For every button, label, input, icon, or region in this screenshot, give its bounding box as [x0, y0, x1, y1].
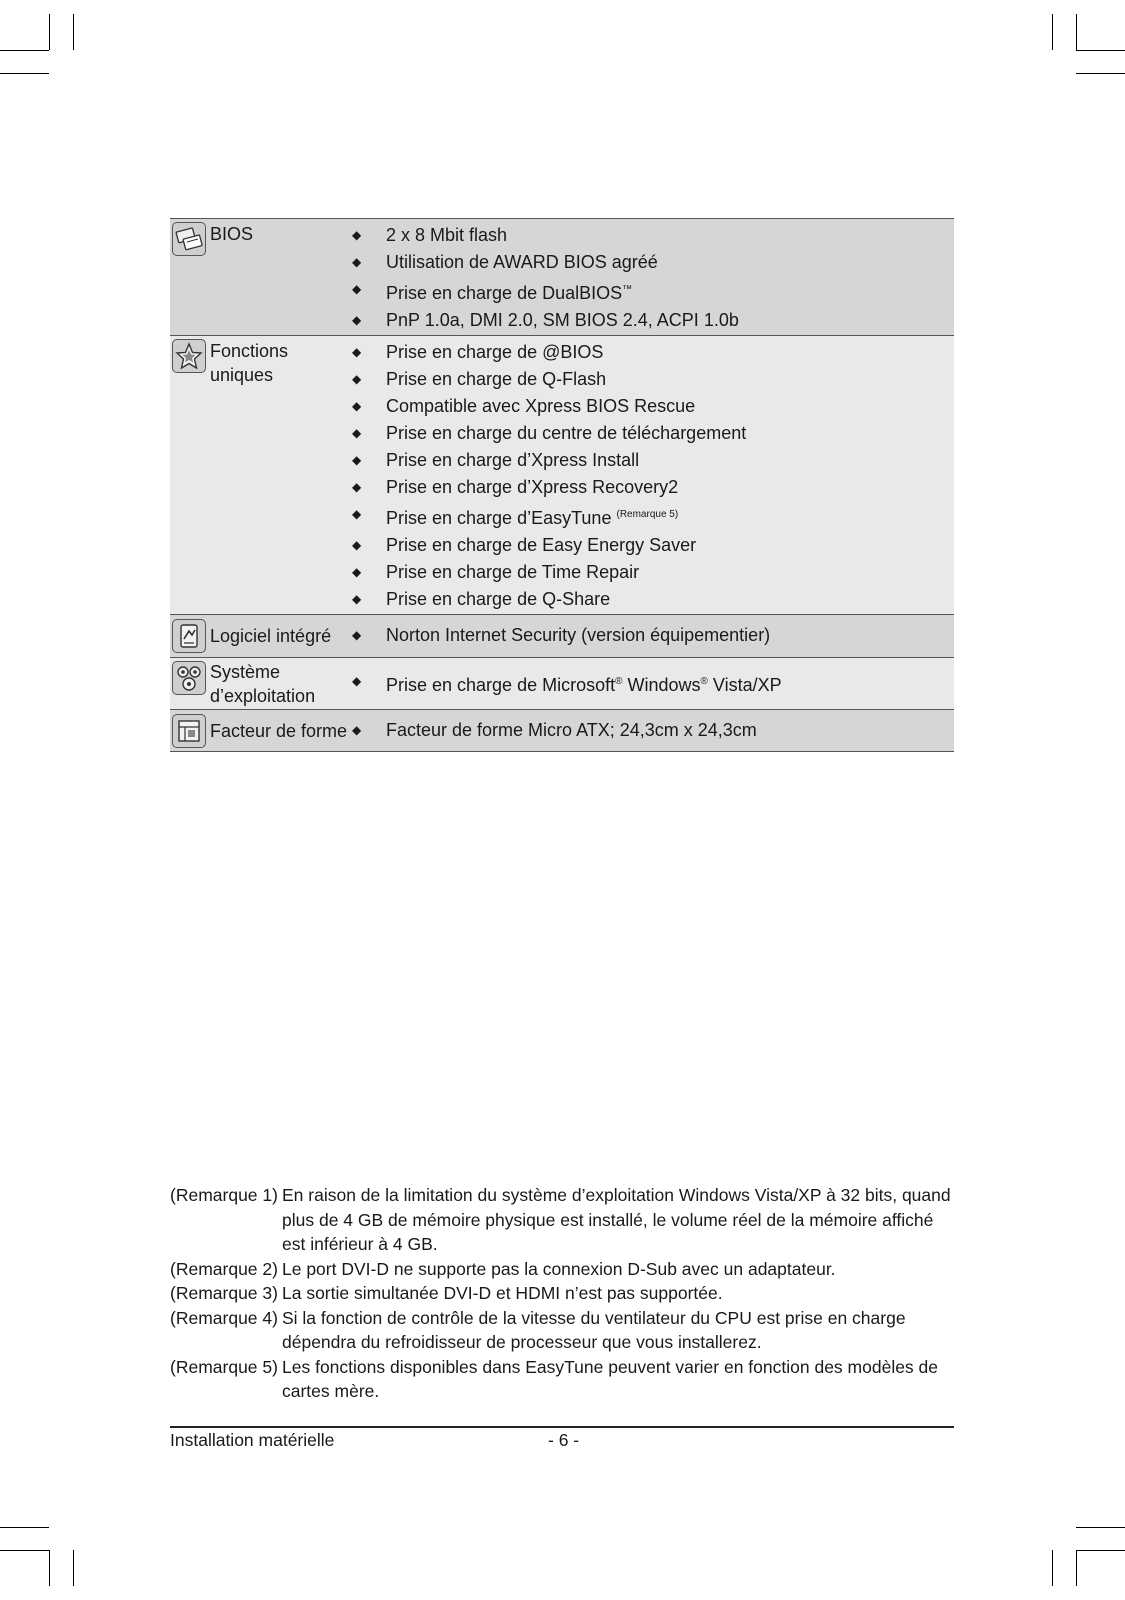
spec-item: [348, 501, 954, 532]
note-key: (Remarque 2): [170, 1258, 278, 1279]
spec-table: [170, 218, 954, 752]
bullet-icon: ◆: [352, 673, 362, 688]
note-text: La sortie simultanée DVI-D et HDMI n’est pas supportée.: [282, 1283, 723, 1303]
crop-mark: [1076, 73, 1125, 74]
crop-mark: [49, 14, 50, 50]
bullet-icon: ◆: [352, 372, 362, 386]
bullet-icon: ◆: [352, 592, 362, 606]
note-key: (Remarque 5): [170, 1356, 278, 1377]
spec-row-bundled-software: [170, 615, 954, 658]
spec-item: ◆ 2 x 8 Mbit flash: [348, 222, 954, 249]
note-text: Si la fonction de contrôle de la vitesse du ventilateur du CPU est prise en charge dépendra du refroidisseur de processeur que vous installerez.: [282, 1307, 906, 1352]
spec-row-unique-features: [170, 336, 954, 615]
spec-item: ◆ Prise en charge d’Xpress Recovery2: [348, 474, 954, 501]
crop-mark: [1076, 50, 1125, 51]
spec-items: [348, 219, 954, 335]
spec-item: ◆ PnP 1.0a, DMI 2.0, SM BIOS 2.4, ACPI 1.0b: [348, 307, 954, 334]
spec-item: ◆ Prise en charge de @BIOS: [348, 339, 954, 366]
spec-icon-cell: [170, 619, 210, 653]
spec-item: ◆ Utilisation de AWARD BIOS agréé: [348, 249, 954, 276]
note-text: En raison de la limitation du système d’exploitation Windows Vista/XP à 32 bits, quand plus de 4 GB de mémoire physique est installé, le volume réel de la mémoire affiché est inférieur à 4 GB.: [282, 1185, 951, 1254]
spec-item: ◆ Prise en charge de Q-Share: [348, 586, 954, 613]
crop-mark: [1076, 14, 1077, 50]
bullet-icon: ◆: [352, 722, 362, 737]
spec-item: ◆ Prise en charge du centre de téléchargement: [348, 420, 954, 447]
trademark-sup: ™: [622, 284, 633, 295]
note-text: Les fonctions disponibles dans EasyTune peuvent varier en fonction des modèles de cartes mère.: [282, 1356, 939, 1401]
spec-icon-cell: [170, 658, 210, 695]
spec-label: BIOS: [210, 224, 254, 244]
item-text: Prise en charge de Microsoft: [386, 674, 616, 695]
registered-sup: ®: [700, 675, 708, 687]
gears-icon: [172, 661, 206, 695]
spec-icon-cell: [170, 714, 210, 748]
note-key: (Remarque 1): [170, 1185, 278, 1205]
crop-mark: [1076, 1550, 1077, 1586]
spec-row-operating-system: [170, 658, 954, 710]
crop-mark: [0, 1550, 49, 1551]
spec-item: ◆ Prise en charge de Easy Energy Saver: [348, 532, 954, 559]
bullet-icon: ◆: [352, 453, 362, 467]
bullet-icon: ◆: [352, 426, 362, 440]
notes-section: [170, 1183, 954, 1404]
footer-divider: [170, 1426, 954, 1428]
crop-mark: [1076, 1527, 1125, 1528]
item-text: Prise en charge de DualBIOS: [386, 283, 623, 303]
spec-item: ◆ Prise en charge de Q-Flash: [348, 366, 954, 393]
bullet-icon: ◆: [352, 538, 362, 552]
spec-icon-cell: [170, 336, 210, 614]
registered-sup: ®: [615, 675, 623, 687]
spec-item: ◆ Prise en charge de Time Repair: [348, 559, 954, 586]
note-item: [170, 1281, 954, 1306]
bullet-icon: ◆: [352, 399, 362, 413]
bullet-icon: ◆: [352, 507, 362, 521]
note-item: [170, 1306, 954, 1355]
crop-mark: [0, 1527, 49, 1528]
spec-item: ◆ Compatible avec Xpress BIOS Rescue: [348, 393, 954, 420]
spec-label-line: Système: [210, 661, 281, 682]
bios-chip-icon: [172, 222, 206, 256]
spec-label-line: d’exploitation: [210, 685, 316, 706]
spec-item: ◆ Norton Internet Security (version équipementier): [348, 622, 954, 649]
bullet-icon: ◆: [352, 313, 362, 327]
crop-mark: [1052, 14, 1053, 50]
crop-mark: [73, 1550, 74, 1586]
star-icon: [172, 339, 206, 373]
spec-label: Logiciel intégré: [210, 626, 332, 646]
bullet-icon: ◆: [352, 255, 362, 269]
spec-item: ◆ Prise en charge d’Xpress Install: [348, 447, 954, 474]
note-item: [170, 1257, 954, 1282]
spec-items: [348, 622, 954, 650]
spec-item: [348, 276, 954, 307]
bullet-icon: ◆: [352, 345, 362, 359]
note-item: [170, 1355, 954, 1404]
crop-mark: [1076, 1550, 1125, 1551]
note-key: (Remarque 3): [170, 1283, 278, 1303]
spec-row-bios: [170, 219, 954, 336]
item-text: Vista/XP: [707, 674, 782, 695]
spec-item: ◆ Facteur de forme Micro ATX; 24,3cm x 24,3cm: [348, 717, 954, 744]
note-reference: (Remarque 5): [616, 509, 679, 520]
spec-item: [348, 668, 954, 699]
note-item: [170, 1183, 954, 1257]
item-text: Prise en charge d’EasyTune: [386, 508, 612, 528]
note-key: (Remarque 4): [170, 1307, 278, 1328]
crop-mark: [1052, 1550, 1053, 1586]
bullet-icon: ◆: [352, 480, 362, 494]
page-number: - 6 -: [548, 1430, 580, 1450]
bullet-icon: ◆: [352, 228, 362, 242]
bullet-icon: ◆: [352, 282, 362, 296]
spec-items: [348, 336, 954, 614]
form-factor-icon: [172, 714, 206, 748]
spec-label: Facteur de forme: [210, 720, 348, 741]
footer-section-title: Installation matérielle: [170, 1430, 335, 1450]
spec-items: [348, 668, 954, 700]
crop-mark: [0, 50, 49, 51]
spec-items: [348, 717, 954, 745]
bullet-icon: ◆: [352, 628, 362, 642]
spec-label: Fonctions uniques: [210, 341, 289, 385]
software-icon: [172, 619, 206, 653]
spec-icon-cell: [170, 219, 210, 335]
note-text: Le port DVI-D ne supporte pas la connexion D-Sub avec un adaptateur.: [282, 1258, 836, 1279]
spec-row-form-factor: [170, 710, 954, 752]
crop-mark: [49, 1550, 50, 1586]
item-text: Windows: [622, 674, 701, 695]
bullet-icon: ◆: [352, 565, 362, 579]
spec-label: [210, 660, 348, 708]
crop-mark: [0, 73, 49, 74]
crop-mark: [73, 14, 74, 50]
